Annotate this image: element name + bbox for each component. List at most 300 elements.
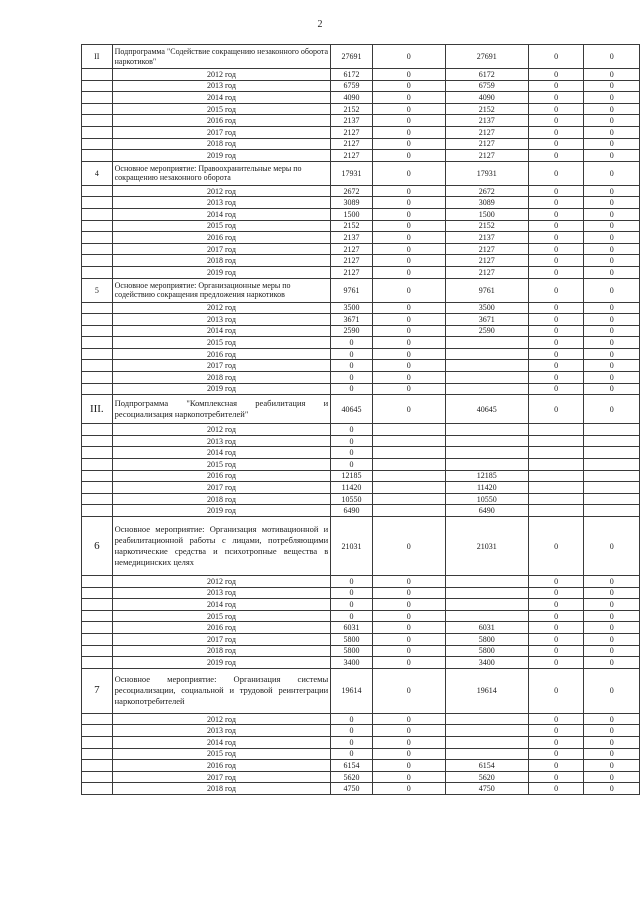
row-number-cell (82, 69, 113, 81)
value-cell-col1: 0 (331, 713, 372, 725)
year-row (82, 435, 640, 447)
value-cell-col2: 0 (372, 197, 445, 209)
value-cell-col5: 0 (584, 126, 640, 138)
value-cell-col2: 0 (372, 138, 445, 150)
value-cell-col1: 6031 (331, 622, 372, 634)
row-number-cell (82, 266, 113, 278)
value-cell-col1: 2137 (331, 232, 372, 244)
value-cell-col4: 0 (528, 713, 584, 725)
row-number-cell: III. (82, 395, 113, 424)
value-cell-col4: 0 (528, 337, 584, 349)
value-cell-col5: 0 (584, 760, 640, 772)
value-cell-col1: 0 (331, 459, 372, 471)
year-label-cell: 2013 год (112, 197, 331, 209)
value-cell-col2: 0 (372, 302, 445, 314)
year-row (82, 220, 640, 232)
row-number-cell (82, 725, 113, 737)
value-cell-col4: 0 (528, 278, 584, 302)
year-label-cell: 2016 год (112, 470, 331, 482)
value-cell-col4: 0 (528, 395, 584, 424)
value-cell-col1: 2137 (331, 115, 372, 127)
value-cell-col3 (445, 587, 528, 599)
value-cell-col5: 0 (584, 243, 640, 255)
year-row (82, 126, 640, 138)
value-cell-col5: 0 (584, 337, 640, 349)
value-cell-col3: 11420 (445, 482, 528, 494)
value-cell-col4: 0 (528, 208, 584, 220)
value-cell-col3: 2152 (445, 103, 528, 115)
value-cell-col3: 6172 (445, 69, 528, 81)
year-row (82, 587, 640, 599)
value-cell-col2 (372, 435, 445, 447)
value-cell-col2: 0 (372, 278, 445, 302)
value-cell-col3 (445, 383, 528, 395)
value-cell-col5 (584, 435, 640, 447)
value-cell-col2: 0 (372, 92, 445, 104)
year-label-cell: 2016 год (112, 760, 331, 772)
value-cell-col5: 0 (584, 576, 640, 588)
value-cell-col1: 19614 (331, 668, 372, 713)
year-row (82, 783, 640, 795)
value-cell-col5: 0 (584, 748, 640, 760)
value-cell-col2: 0 (372, 69, 445, 81)
row-number-cell (82, 383, 113, 395)
value-cell-col1: 2127 (331, 150, 372, 162)
value-cell-col2: 0 (372, 760, 445, 772)
value-cell-col1: 6154 (331, 760, 372, 772)
year-row (82, 372, 640, 384)
year-row (82, 69, 640, 81)
page-number: 2 (317, 19, 323, 30)
year-row (82, 470, 640, 482)
value-cell-col4: 0 (528, 599, 584, 611)
year-label-cell: 2019 год (112, 505, 331, 517)
year-label-cell: 2015 год (112, 748, 331, 760)
value-cell-col2 (372, 424, 445, 436)
value-cell-col2: 0 (372, 725, 445, 737)
value-cell-col1: 6172 (331, 69, 372, 81)
value-cell-col2: 0 (372, 610, 445, 622)
value-cell-col5: 0 (584, 278, 640, 302)
year-label-cell: 2015 год (112, 610, 331, 622)
value-cell-col3 (445, 337, 528, 349)
row-number-cell (82, 80, 113, 92)
value-cell-col4 (528, 424, 584, 436)
row-number-cell (82, 482, 113, 494)
year-label-cell: 2018 год (112, 255, 331, 267)
row-number-cell (82, 760, 113, 772)
value-cell-col2: 0 (372, 103, 445, 115)
value-cell-col3: 21031 (445, 517, 528, 576)
value-cell-col3 (445, 599, 528, 611)
year-label-cell: 2018 год (112, 783, 331, 795)
value-cell-col5: 0 (584, 657, 640, 669)
value-cell-col5: 0 (584, 668, 640, 713)
row-number-cell (82, 232, 113, 244)
value-cell-col5: 0 (584, 80, 640, 92)
year-row (82, 383, 640, 395)
value-cell-col5: 0 (584, 185, 640, 197)
budget-table (81, 44, 640, 795)
value-cell-col1: 0 (331, 383, 372, 395)
value-cell-col5: 0 (584, 92, 640, 104)
value-cell-col2: 0 (372, 395, 445, 424)
value-cell-col2: 0 (372, 126, 445, 138)
value-cell-col3: 9761 (445, 278, 528, 302)
value-cell-col2: 0 (372, 255, 445, 267)
value-cell-col2: 0 (372, 243, 445, 255)
value-cell-col4: 0 (528, 243, 584, 255)
year-label-cell: 2012 год (112, 302, 331, 314)
year-label-cell: 2016 год (112, 622, 331, 634)
value-cell-col4: 0 (528, 657, 584, 669)
row-number-cell (82, 220, 113, 232)
value-cell-col2: 0 (372, 748, 445, 760)
value-cell-col1: 0 (331, 372, 372, 384)
value-cell-col1: 5620 (331, 771, 372, 783)
year-label-cell: 2012 год (112, 69, 331, 81)
year-row (82, 505, 640, 517)
row-number-cell (82, 197, 113, 209)
year-row (82, 325, 640, 337)
value-cell-col5: 0 (584, 150, 640, 162)
value-cell-col4: 0 (528, 576, 584, 588)
value-cell-col5 (584, 459, 640, 471)
value-cell-col2: 0 (372, 80, 445, 92)
value-cell-col5: 0 (584, 645, 640, 657)
year-label-cell: 2014 год (112, 325, 331, 337)
row-number-cell (82, 325, 113, 337)
value-cell-col4: 0 (528, 633, 584, 645)
year-label-cell: 2014 год (112, 447, 331, 459)
year-label-cell: 2017 год (112, 360, 331, 372)
value-cell-col4: 0 (528, 760, 584, 772)
year-label-cell: 2015 год (112, 459, 331, 471)
value-cell-col5 (584, 447, 640, 459)
value-cell-col2: 0 (372, 185, 445, 197)
value-cell-col4 (528, 459, 584, 471)
year-row (82, 645, 640, 657)
value-cell-col4: 0 (528, 736, 584, 748)
year-row (82, 459, 640, 471)
value-cell-col3: 4750 (445, 783, 528, 795)
value-cell-col3 (445, 372, 528, 384)
year-label-cell: 2017 год (112, 243, 331, 255)
year-label-cell: 2019 год (112, 657, 331, 669)
value-cell-col1: 17931 (331, 161, 372, 185)
year-label-cell: 2015 год (112, 103, 331, 115)
value-cell-col2: 0 (372, 348, 445, 360)
year-label-cell: 2017 год (112, 633, 331, 645)
value-cell-col3: 5800 (445, 645, 528, 657)
row-number-cell: 6 (82, 517, 113, 576)
value-cell-col4: 0 (528, 266, 584, 278)
value-cell-col1: 0 (331, 599, 372, 611)
value-cell-col2: 0 (372, 587, 445, 599)
value-cell-col5: 0 (584, 161, 640, 185)
value-cell-col4: 0 (528, 517, 584, 576)
year-row (82, 185, 640, 197)
value-cell-col3: 4090 (445, 92, 528, 104)
value-cell-col2: 0 (372, 622, 445, 634)
value-cell-col2: 0 (372, 771, 445, 783)
value-cell-col5: 0 (584, 69, 640, 81)
value-cell-col5: 0 (584, 622, 640, 634)
value-cell-col2: 0 (372, 517, 445, 576)
row-number-cell (82, 576, 113, 588)
year-label-cell: 2012 год (112, 576, 331, 588)
year-row (82, 424, 640, 436)
value-cell-col5: 0 (584, 255, 640, 267)
year-row (82, 622, 640, 634)
row-number-cell (82, 302, 113, 314)
section-row (82, 45, 640, 69)
row-number-cell (82, 505, 113, 517)
value-cell-col3: 6031 (445, 622, 528, 634)
value-cell-col2: 0 (372, 232, 445, 244)
value-cell-col2 (372, 493, 445, 505)
value-cell-col3: 19614 (445, 668, 528, 713)
value-cell-col2: 0 (372, 633, 445, 645)
year-row (82, 115, 640, 127)
year-label-cell: 2016 год (112, 115, 331, 127)
year-label-cell: 2014 год (112, 208, 331, 220)
value-cell-col1: 0 (331, 748, 372, 760)
value-cell-col5: 0 (584, 103, 640, 115)
year-row (82, 447, 640, 459)
value-cell-col2: 0 (372, 645, 445, 657)
value-cell-col1: 0 (331, 360, 372, 372)
value-cell-col3: 2127 (445, 138, 528, 150)
value-cell-col1: 0 (331, 337, 372, 349)
year-row (82, 80, 640, 92)
row-number-cell (82, 633, 113, 645)
year-label-cell: 2015 год (112, 220, 331, 232)
value-cell-col1: 4090 (331, 92, 372, 104)
year-row (82, 360, 640, 372)
value-cell-col4: 0 (528, 92, 584, 104)
value-cell-col3: 2127 (445, 150, 528, 162)
row-number-cell (82, 470, 113, 482)
year-label-cell: 2018 год (112, 372, 331, 384)
value-cell-col2: 0 (372, 161, 445, 185)
value-cell-col3: 10550 (445, 493, 528, 505)
value-cell-col3: 2137 (445, 115, 528, 127)
value-cell-col4: 0 (528, 115, 584, 127)
value-cell-col1: 2127 (331, 126, 372, 138)
row-number-cell (82, 243, 113, 255)
year-row (82, 713, 640, 725)
value-cell-col4: 0 (528, 302, 584, 314)
value-cell-col4: 0 (528, 725, 584, 737)
section-row (82, 161, 640, 185)
value-cell-col5 (584, 482, 640, 494)
row-number-cell (82, 493, 113, 505)
year-row (82, 748, 640, 760)
year-label-cell: 2012 год (112, 424, 331, 436)
value-cell-col4: 0 (528, 185, 584, 197)
year-row (82, 103, 640, 115)
value-cell-col1: 3500 (331, 302, 372, 314)
value-cell-col4: 0 (528, 783, 584, 795)
value-cell-col4: 0 (528, 197, 584, 209)
year-row (82, 657, 640, 669)
section-title-cell: Основное мероприятие: Правоохранительные меры по сокращению незаконного оборота (112, 161, 331, 185)
year-row (82, 493, 640, 505)
value-cell-col2: 0 (372, 325, 445, 337)
row-number-cell (82, 126, 113, 138)
value-cell-col3: 6759 (445, 80, 528, 92)
row-number-cell (82, 713, 113, 725)
value-cell-col3: 27691 (445, 45, 528, 69)
value-cell-col2: 0 (372, 372, 445, 384)
value-cell-col1: 5800 (331, 633, 372, 645)
year-label-cell: 2012 год (112, 185, 331, 197)
value-cell-col5: 0 (584, 633, 640, 645)
value-cell-col3: 2590 (445, 325, 528, 337)
row-number-cell: II (82, 45, 113, 69)
value-cell-col2: 0 (372, 337, 445, 349)
value-cell-col1: 40645 (331, 395, 372, 424)
year-row (82, 633, 640, 645)
value-cell-col2: 0 (372, 668, 445, 713)
year-label-cell: 2013 год (112, 725, 331, 737)
value-cell-col4: 0 (528, 255, 584, 267)
year-row (82, 599, 640, 611)
value-cell-col3: 2137 (445, 232, 528, 244)
section-row (82, 395, 640, 424)
value-cell-col3 (445, 576, 528, 588)
section-title-cell: Подпрограмма "Комплексная реабилитация и ресоциализация наркопотребителей" (112, 395, 331, 424)
value-cell-col1: 2672 (331, 185, 372, 197)
value-cell-col3 (445, 748, 528, 760)
row-number-cell (82, 314, 113, 326)
year-row (82, 337, 640, 349)
value-cell-col3 (445, 713, 528, 725)
value-cell-col5: 0 (584, 771, 640, 783)
value-cell-col2: 0 (372, 360, 445, 372)
row-number-cell (82, 459, 113, 471)
value-cell-col5: 0 (584, 45, 640, 69)
value-cell-col3: 40645 (445, 395, 528, 424)
value-cell-col1: 0 (331, 447, 372, 459)
row-number-cell (82, 150, 113, 162)
row-number-cell: 5 (82, 278, 113, 302)
value-cell-col5: 0 (584, 383, 640, 395)
row-number-cell (82, 447, 113, 459)
value-cell-col3: 3089 (445, 197, 528, 209)
row-number-cell (82, 771, 113, 783)
row-number-cell (82, 138, 113, 150)
value-cell-col2 (372, 447, 445, 459)
year-label-cell: 2019 год (112, 383, 331, 395)
value-cell-col5: 0 (584, 302, 640, 314)
value-cell-col4: 0 (528, 587, 584, 599)
value-cell-col1: 3089 (331, 197, 372, 209)
value-cell-col3 (445, 736, 528, 748)
value-cell-col3: 3671 (445, 314, 528, 326)
value-cell-col4: 0 (528, 220, 584, 232)
value-cell-col1: 12185 (331, 470, 372, 482)
value-cell-col2: 0 (372, 383, 445, 395)
value-cell-col5: 0 (584, 208, 640, 220)
value-cell-col3: 2672 (445, 185, 528, 197)
value-cell-col1: 6490 (331, 505, 372, 517)
value-cell-col5: 0 (584, 314, 640, 326)
value-cell-col1: 0 (331, 424, 372, 436)
value-cell-col1: 10550 (331, 493, 372, 505)
year-label-cell: 2019 год (112, 150, 331, 162)
value-cell-col3 (445, 459, 528, 471)
value-cell-col4: 0 (528, 668, 584, 713)
year-label-cell: 2018 год (112, 493, 331, 505)
value-cell-col1: 3400 (331, 657, 372, 669)
value-cell-col3 (445, 360, 528, 372)
row-number-cell: 7 (82, 668, 113, 713)
year-label-cell: 2012 год (112, 713, 331, 725)
year-row (82, 610, 640, 622)
value-cell-col1: 0 (331, 435, 372, 447)
section-title-cell: Основное мероприятие: Организация мотивационной и реабилитационной работы с лицами, потребляющими наркотические средства и психотропные вещества в немедицинских целях (112, 517, 331, 576)
value-cell-col5: 0 (584, 610, 640, 622)
year-label-cell: 2019 год (112, 266, 331, 278)
value-cell-col2 (372, 482, 445, 494)
row-number-cell (82, 337, 113, 349)
value-cell-col4 (528, 470, 584, 482)
year-row (82, 197, 640, 209)
value-cell-col5: 0 (584, 395, 640, 424)
value-cell-col2 (372, 505, 445, 517)
year-row (82, 736, 640, 748)
value-cell-col3: 1500 (445, 208, 528, 220)
value-cell-col5: 0 (584, 599, 640, 611)
row-number-cell (82, 115, 113, 127)
row-number-cell (82, 103, 113, 115)
row-number-cell (82, 587, 113, 599)
value-cell-col1: 0 (331, 725, 372, 737)
value-cell-col4: 0 (528, 69, 584, 81)
value-cell-col3 (445, 725, 528, 737)
year-row (82, 348, 640, 360)
value-cell-col5: 0 (584, 725, 640, 737)
section-title-cell: Основное мероприятие: Организация системы ресоциализации, социальной и трудовой реинтеграции наркопотребителей (112, 668, 331, 713)
value-cell-col2: 0 (372, 576, 445, 588)
value-cell-col5: 0 (584, 220, 640, 232)
year-label-cell: 2014 год (112, 736, 331, 748)
year-label-cell: 2014 год (112, 599, 331, 611)
value-cell-col1: 2152 (331, 220, 372, 232)
value-cell-col1: 0 (331, 736, 372, 748)
year-row (82, 150, 640, 162)
row-number-cell (82, 599, 113, 611)
row-number-cell (82, 657, 113, 669)
value-cell-col5: 0 (584, 517, 640, 576)
value-cell-col5: 0 (584, 736, 640, 748)
value-cell-col4: 0 (528, 45, 584, 69)
value-cell-col5: 0 (584, 587, 640, 599)
value-cell-col4: 0 (528, 383, 584, 395)
section-title-cell: Основное мероприятие: Организационные меры по содействию сокращения предложения наркотиков (112, 278, 331, 302)
value-cell-col5: 0 (584, 138, 640, 150)
value-cell-col1: 11420 (331, 482, 372, 494)
value-cell-col3: 2127 (445, 266, 528, 278)
value-cell-col5: 0 (584, 372, 640, 384)
year-row (82, 771, 640, 783)
row-number-cell (82, 610, 113, 622)
value-cell-col5: 0 (584, 348, 640, 360)
year-label-cell: 2013 год (112, 587, 331, 599)
value-cell-col3: 3400 (445, 657, 528, 669)
